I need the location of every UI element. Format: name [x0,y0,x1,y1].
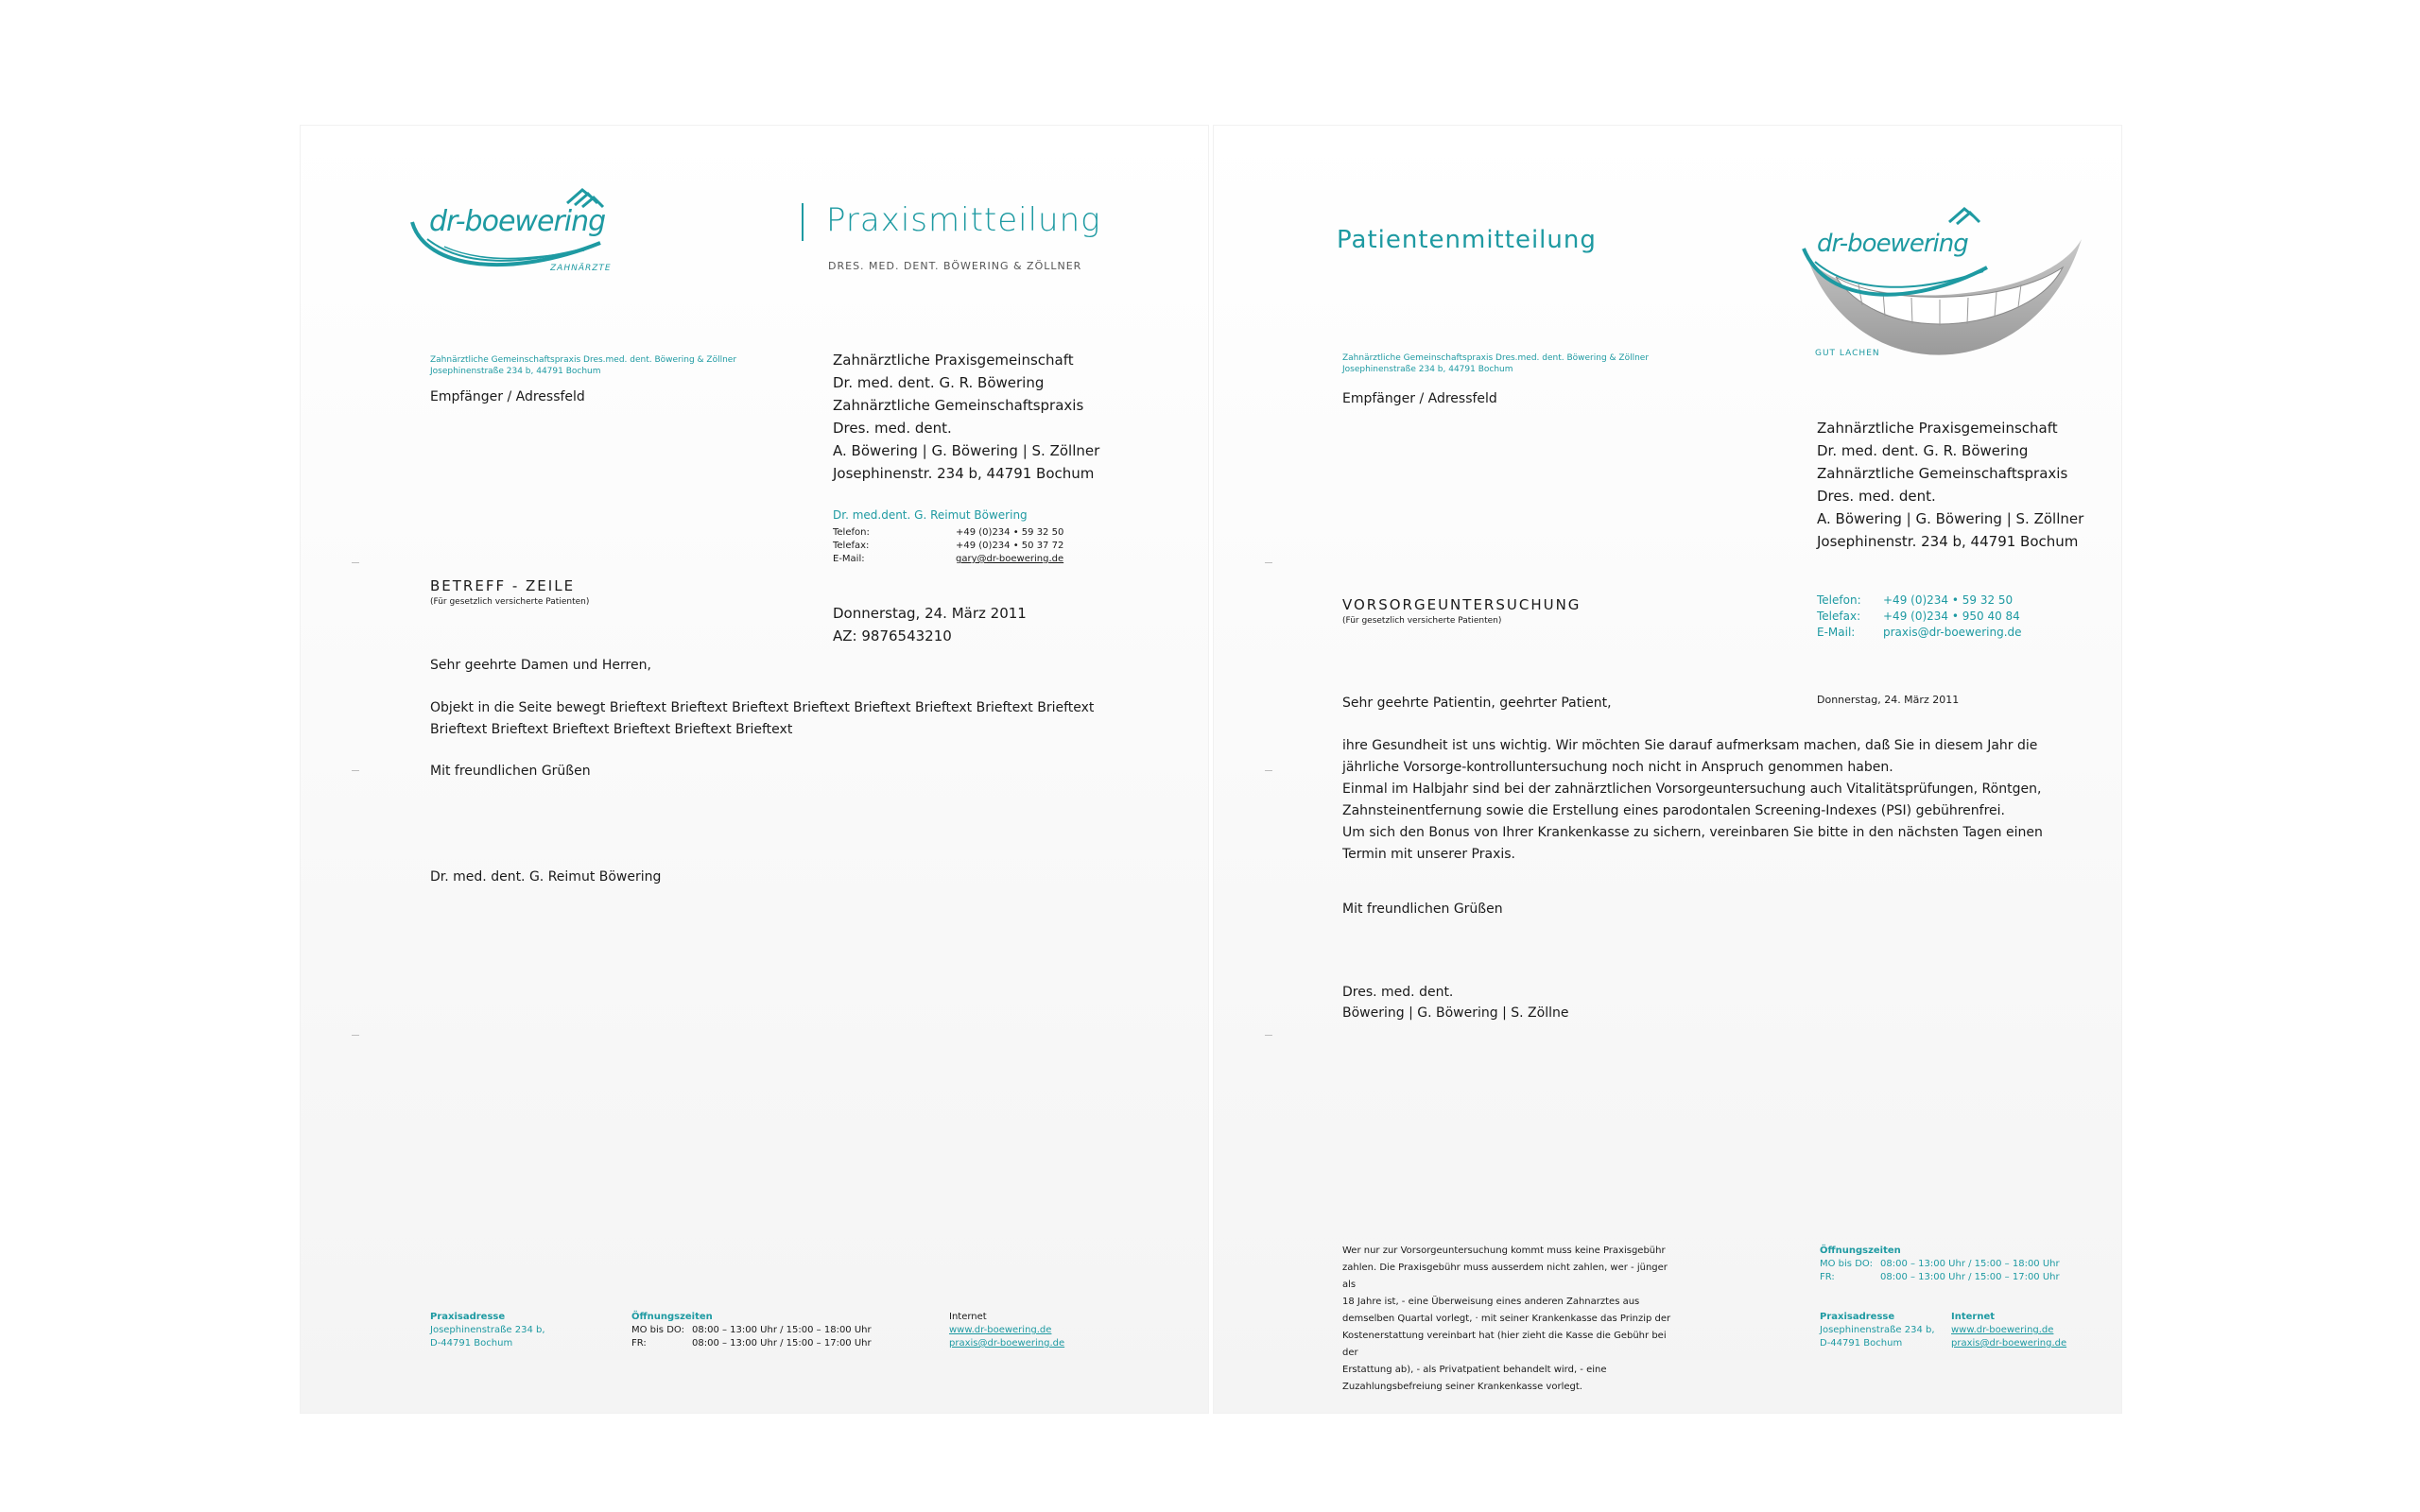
address-line: Zahnärztliche Gemeinschaftspraxis [833,397,1084,414]
footnote-line: Erstattung ab), - als Privatpatient behandelt wird, - eine [1342,1365,1607,1375]
address-line: Josephinenstr. 234 b, 44791 Bochum [1817,533,2079,550]
fold-mark [352,770,359,771]
fold-mark [1265,1035,1272,1036]
contact-row: E-Mail: praxis@dr-boewering.de [1817,626,2022,639]
signature [1342,982,1568,1023]
contact-row: Telefax: +49 (0)234 • 950 40 84 [1817,610,2020,623]
footnote-line: zahlen. Die Praxisgebühr muss ausserdem nicht zahlen, wer - jünger als [1342,1263,1668,1290]
website-link[interactable]: www.dr-boewering.de [949,1325,1052,1335]
address-line: Dres. med. dent. [1817,488,1936,505]
body-line: Zahnsteinentfernung sowie die Erstellung eines parodontalen Screening-Indexes (PSI) gebührenfrei. [1342,803,2005,818]
hours-row: MO bis DO: 08:00 – 13:00 Uhr / 15:00 – 18:00 Uhr [1820,1259,2060,1269]
recipient-field: Empfänger / Adressfeld [1342,391,1497,406]
body-line: Um sich den Bonus von Ihrer Krankenkasse zu sichern, vereinbaren Sie bitte in den nächsten Tagen einen [1342,825,2043,840]
contact-row: Telefon: +49 (0)234 • 59 32 50 [1817,593,2014,607]
page-title: Praxismitteilung [826,201,1101,239]
address-block [833,349,1099,485]
email-link[interactable]: praxis@dr-boewering.de [1951,1338,2067,1349]
contact-row: Telefax: +49 (0)234 • 50 37 72 [833,541,1064,551]
footer-internet-title: Internet [1951,1312,1996,1322]
body-line: Einmal im Halbjahr sind bei der zahnärztlichen Vorsorgeuntersuchung auch Vitalitätsprüfungen, Röntgen, [1342,782,2042,797]
signature: Dr. med. dent. G. Reimut Böwering [430,869,662,885]
subject-line: BETREFF - ZEILE [430,577,576,594]
fold-mark [1265,562,1272,563]
page-title: Patientenmitteilung [1337,226,1597,254]
subject-line: VORSORGEUNTERSUCHUNG [1342,596,1582,613]
footnote-line: demselben Quartal vorlegt, · mit seiner Krankenkasse das Prinzip der [1342,1314,1671,1324]
body-text [1342,735,2043,866]
footer-internet-title: Internet [949,1312,987,1322]
smile-teeth-icon [1798,201,2091,371]
footer-hours-title: Öffnungszeiten [631,1312,713,1322]
salutation: Sehr geehrte Damen und Herren, [430,658,651,673]
address-line: Zahnärztliche Gemeinschaftspraxis [1817,465,2068,482]
letter-sheet-left [301,126,1208,1413]
logo-wordmark: dr-boewering [1817,230,1968,258]
contact-row: Telefon: +49 (0)234 • 59 32 50 [833,527,1064,538]
address-line: A. Böwering | G. Böwering | S. Zöllner [833,442,1100,459]
email-link[interactable]: praxis@dr-boewering.de [949,1338,1065,1349]
address-line: Dr. med. dent. G. R. Böwering [1817,442,2029,459]
address-line: Zahnärztliche Praxisgemeinschaft [833,352,1074,369]
salutation: Sehr geehrte Patientin, geehrter Patient, [1342,696,1612,711]
sender-line: Josephinenstraße 234 b, 44791 Bochum [430,367,601,376]
page-subtitle: DRES. MED. DENT. BÖWERING & ZÖLLNER [828,260,1082,272]
footer-hours [1820,1258,2094,1284]
sender-line: Zahnärztliche Gemeinschaftspraxis Dres.med. dent. Böwering & Zöllner [1342,353,1650,363]
footer-hours [631,1324,915,1350]
address-line: Dres. med. dent. [833,420,952,437]
signature-line: Dres. med. dent. [1342,985,1454,1000]
footnote-line: Wer nur zur Vorsorgeuntersuchung kommt muss keine Praxisgebühr [1342,1246,1666,1256]
email-link[interactable]: praxis@dr-boewering.de [1883,626,2022,639]
address-line: A. Böwering | G. Böwering | S. Zöllner [1817,510,2084,527]
fold-mark [1265,770,1272,771]
footer-address-line: Josephinenstraße 234 b, [1820,1325,1935,1335]
footer-address-title: Praxisadresse [1820,1312,1895,1322]
footnote [1342,1243,1683,1396]
footnote-line: 18 Jahre ist, - eine Überweisung eines anderen Zahnarztes aus [1342,1297,1640,1307]
footer-hours-title: Öffnungszeiten [1820,1246,1901,1256]
body-text: Objekt in die Seite bewegt Brieftext Brieftext Brieftext Brieftext Brieftext Brieftext Brieftext Brieftext [430,700,1095,715]
logo-subtitle: GUT LACHEN [1815,349,1880,358]
address-line: Josephinenstr. 234 b, 44791 Bochum [833,465,1095,482]
contact-name: Dr. med.dent. G. Reimut Böwering [833,508,1028,522]
recipient-field: Empfänger / Adressfeld [430,389,585,404]
letter-date: Donnerstag, 24. März 2011 [1817,694,1960,706]
body-text: Brieftext Brieftext Brieftext Brieftext Brieftext Brieftext [430,722,793,737]
footer-address-line: D-44791 Bochum [1820,1338,1903,1349]
footer-address-line: D-44791 Bochum [430,1338,513,1349]
body-line: ihre Gesundheit ist uns wichtig. Wir möchten Sie darauf aufmerksam machen, daß Sie in diesem Jahr die [1342,738,2038,753]
hours-row: MO bis DO: 08:00 – 13:00 Uhr / 15:00 – 18:00 Uhr [631,1325,872,1335]
letter-sheet-right [1214,126,2121,1413]
footer-address-title: Praxisadresse [430,1312,506,1322]
letter-date: Donnerstag, 24. März 2011 [833,605,1027,622]
email-link[interactable]: gary@dr-boewering.de [956,554,1064,564]
body-line: Termin mit unserer Praxis. [1342,847,1515,862]
sender-line: Josephinenstraße 234 b, 44791 Bochum [1342,365,1513,374]
fold-mark [352,562,359,563]
fold-mark [352,1035,359,1036]
footer-address-line: Josephinenstraße 234 b, [430,1325,545,1335]
contact-list [833,526,1098,566]
footnote-line: Kostenerstattung vereinbart hat (hier zieht die Kasse die Gebühr bei der [1342,1331,1667,1358]
heading-divider [802,203,804,241]
footnote-line: Zuzahlungsbefreiung seiner Krankenkasse vorlegt. [1342,1382,1582,1392]
logo-wordmark: dr-boewering [429,205,606,238]
address-block [1817,417,2083,553]
closing: Mit freundlichen Grüßen [1342,902,1503,917]
subject-note: (Für gesetzlich versicherte Patienten) [430,597,590,607]
address-line: Dr. med. dent. G. R. Böwering [833,374,1045,391]
contact-list [1817,593,2063,641]
reference-number: AZ: 9876543210 [833,627,952,644]
address-line: Zahnärztliche Praxisgemeinschaft [1817,420,2058,437]
logo-subtitle: ZAHNÄRZTE [550,264,612,273]
contact-row: E-Mail: gary@dr-boewering.de [833,554,1064,564]
subject-note: (Für gesetzlich versicherte Patienten) [1342,616,1502,626]
sender-line: Zahnärztliche Gemeinschaftspraxis Dres.med. dent. Böwering & Zöllner [430,355,737,365]
website-link[interactable]: www.dr-boewering.de [1951,1325,2054,1335]
hours-row: FR: 08:00 – 13:00 Uhr / 15:00 – 17:00 Uhr [1820,1272,2060,1282]
closing: Mit freundlichen Grüßen [430,764,591,779]
practice-logo [1798,201,2091,371]
hours-row: FR: 08:00 – 13:00 Uhr / 15:00 – 17:00 Uhr [631,1338,872,1349]
signature-line: Böwering | G. Böwering | S. Zöllne [1342,1005,1569,1021]
body-line: jährliche Vorsorge-kontrolluntersuchung noch nicht in Anspruch genommen haben. [1342,760,1893,775]
practice-logo [406,184,633,279]
